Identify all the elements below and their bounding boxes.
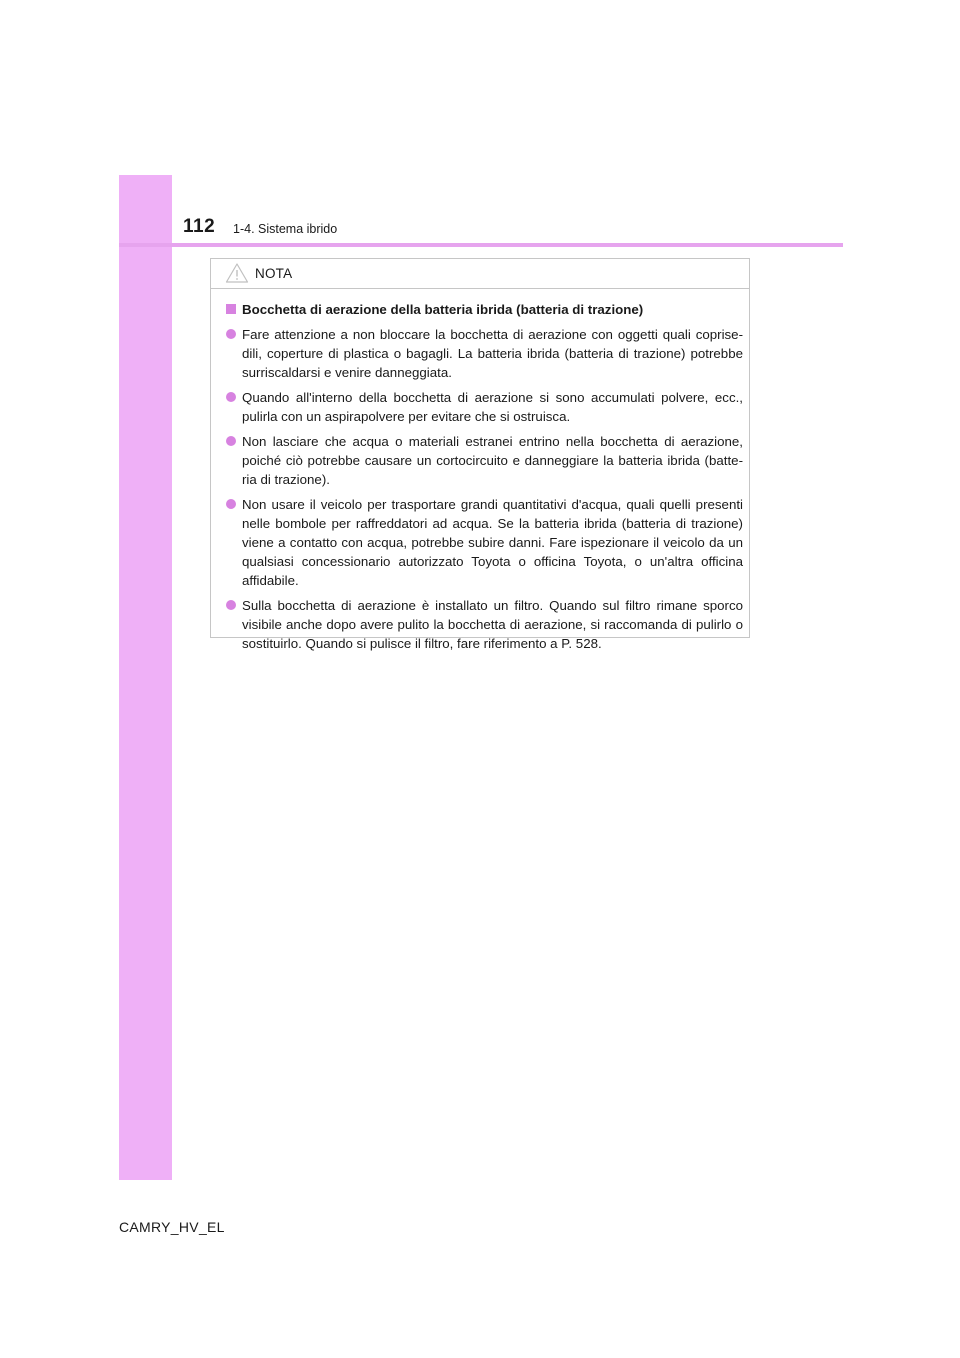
- bullet-item: [226, 596, 743, 653]
- warning-triangle-icon: [225, 262, 249, 284]
- bullet-item: [226, 388, 743, 426]
- section-title: 1-4. Sistema ibrido: [233, 222, 338, 236]
- note-header: [211, 259, 749, 289]
- bullet-text: Sulla bocchetta di aerazione è installato un filtro. Quando sul filtro rimane sporco visibile anche dopo avere pulito la bocchetta di aerazione, si raccomanda di pulirlo o sostituirlo. Quando si pulisce il filtro, fare riferimento a P. 528.: [242, 598, 743, 651]
- page-number: 112: [183, 216, 216, 237]
- circle-bullet-icon: [226, 499, 236, 509]
- note-heading: [226, 300, 743, 319]
- bullet-text: Quando all'interno della bocchetta di aerazione si sono accumulati polvere, ecc., pulirla con un aspirapolvere per evitare che si ostruisca.: [242, 390, 743, 424]
- bullet-item: [226, 432, 743, 489]
- note-heading-text: Bocchetta di aerazione della batteria ibrida (batteria di trazione): [242, 302, 644, 317]
- bullet-item: [226, 495, 743, 590]
- square-icon: [226, 304, 236, 314]
- document-code: CAMRY_HV_EL: [119, 1219, 225, 1235]
- bullet-item: [226, 325, 743, 382]
- note-box: [210, 258, 750, 651]
- circle-bullet-icon: [226, 329, 236, 339]
- circle-bullet-icon: [226, 600, 236, 610]
- header-rule: [119, 243, 843, 247]
- circle-bullet-icon: [226, 436, 236, 446]
- note-label: NOTA: [255, 266, 293, 281]
- circle-bullet-icon: [226, 392, 236, 402]
- note-body: [226, 300, 743, 659]
- bullet-text: Fare attenzione a non bloccare la bocchetta di aerazione con oggetti quali coprise-dili, coperture di plastica o bagagli. La batteria ibrida (batteria di trazione) potrebbe surriscaldarsi e venire danneggiata.: [242, 327, 743, 380]
- bullet-text: Non usare il veicolo per trasportare grandi quantitativi d'acqua, quali quelli presenti nelle bombole per raffreddatori ad acqua. Se la batteria ibrida (batteria di trazione) viene a contatto con acqua, potrebbe subire danni. Fare ispezionare il veicolo da un qualsiasi concessionario autorizzato Toyota o officina Toyota, o un'altra officina affidabile.: [242, 497, 743, 588]
- side-band: [119, 175, 172, 1180]
- bullet-text: Non lasciare che acqua o materiali estranei entrino nella bocchetta di aerazione, poiché ciò potrebbe causare un cortocircuito e danneggiare la batteria ibrida (batte-ria di trazione).: [242, 434, 743, 487]
